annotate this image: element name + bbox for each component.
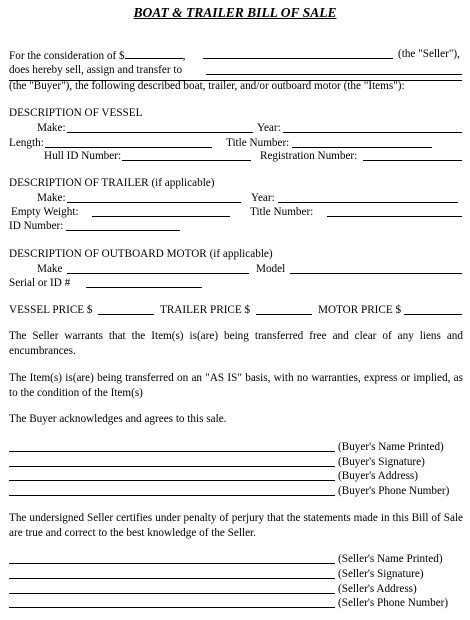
vessel-title-field[interactable] (292, 147, 432, 148)
trailer-price-label: TRAILER PRICE $ (160, 304, 251, 316)
buyer-name-printed-field[interactable] (9, 451, 335, 452)
seller-phone-label: (Seller's Phone Number) (338, 597, 449, 609)
seller-signature-field[interactable] (9, 578, 335, 579)
buyer-name-field[interactable] (206, 74, 462, 75)
trailer-title-field[interactable] (327, 216, 462, 217)
seller-name-printed-label: (Seller's Name Printed) (338, 553, 443, 565)
consideration-line (9, 48, 185, 63)
trailer-weight-field[interactable] (92, 216, 230, 217)
buyer-signature-field[interactable] (9, 466, 335, 467)
as-is-paragraph: The Item(s) is(are) being transferred on an "AS IS" basis, with no warranties, express or implied, as to the condition of the Item(s) (9, 372, 463, 399)
buyer-signature-label: (Buyer's Signature) (338, 456, 425, 468)
motor-heading: DESCRIPTION OF OUTBOARD MOTOR (if applicable) (9, 248, 273, 260)
vessel-heading: DESCRIPTION OF VESSEL (9, 107, 143, 119)
buyer-items-label: (the "Buyer"), the following described boat, trailer, and/or outboard motor (the "Items"): (9, 80, 405, 92)
document-title: BOAT & TRAILER BILL OF SALE (133, 5, 337, 20)
vessel-make-field[interactable] (67, 132, 253, 133)
trailer-heading: DESCRIPTION OF TRAILER (if applicable) (9, 177, 215, 189)
motor-make-label: Make (37, 263, 63, 275)
vessel-hull-field[interactable] (122, 160, 251, 161)
vessel-hull-label: Hull ID Number: (44, 150, 122, 162)
motor-make-field[interactable] (67, 273, 249, 274)
vessel-make-label: Make: (37, 122, 66, 134)
motor-model-field[interactable] (290, 273, 462, 274)
buyer-address-label: (Buyer's Address) (338, 470, 419, 482)
seller-certification-paragraph: The undersigned Seller certifies under penalty of perjury that the statements made in this Bill of Sale are true and correct to the best knowledge of the Seller. (9, 512, 463, 539)
vessel-length-field[interactable] (45, 147, 212, 148)
trailer-make-field[interactable] (67, 202, 241, 203)
seller-name-field[interactable] (203, 58, 393, 59)
consideration-label: For the consideration of $ (9, 50, 125, 62)
trailer-id-label: ID Number: (9, 220, 64, 232)
vessel-price-field[interactable] (98, 314, 154, 315)
trailer-year-field[interactable] (278, 202, 458, 203)
warranty-paragraph: The Seller warrants that the Item(s) is(are) being transferred free and clear of any liens and encumbrances. (9, 330, 463, 357)
motor-price-field[interactable] (404, 314, 462, 315)
buyer-phone-field[interactable] (9, 495, 335, 496)
trailer-price-field[interactable] (256, 314, 312, 315)
trailer-year-label: Year: (251, 192, 275, 204)
seller-name-printed-field[interactable] (9, 563, 335, 564)
motor-serial-label: Serial or ID # (9, 277, 71, 289)
buyer-acknowledgement: The Buyer acknowledges and agrees to this sale. (9, 413, 227, 425)
seller-address-label: (Seller's Address) (338, 583, 417, 595)
motor-price-label: MOTOR PRICE $ (318, 304, 402, 316)
trailer-make-label: Make: (37, 192, 66, 204)
seller-phone-field[interactable] (9, 607, 335, 608)
vessel-year-field[interactable] (283, 132, 462, 133)
motor-model-label: Model (256, 263, 286, 275)
vessel-registration-label: Registration Number: (260, 150, 358, 162)
seller-label: (the "Seller"), (398, 48, 460, 60)
seller-address-field[interactable] (9, 593, 335, 594)
vessel-price-label: VESSEL PRICE $ (9, 304, 93, 316)
buyer-phone-label: (Buyer's Phone Number) (338, 485, 450, 497)
vessel-title-label: Title Number: (226, 137, 290, 149)
consideration-comma: , (182, 50, 186, 62)
consideration-amount-field[interactable] (125, 48, 183, 59)
vessel-length-label: Length: (9, 137, 44, 149)
buyer-address-field[interactable] (9, 480, 335, 481)
seller-signature-label: (Seller's Signature) (338, 568, 424, 580)
buyer-name-printed-label: (Buyer's Name Printed) (338, 441, 444, 453)
trailer-weight-label: Empty Weight: (11, 206, 79, 218)
transfer-label: does hereby sell, assign and transfer to (9, 64, 183, 76)
vessel-year-label: Year: (257, 122, 281, 134)
vessel-registration-field[interactable] (363, 160, 462, 161)
trailer-title-label: Title Number: (250, 206, 314, 218)
trailer-id-field[interactable] (66, 230, 180, 231)
motor-serial-field[interactable] (86, 287, 202, 288)
